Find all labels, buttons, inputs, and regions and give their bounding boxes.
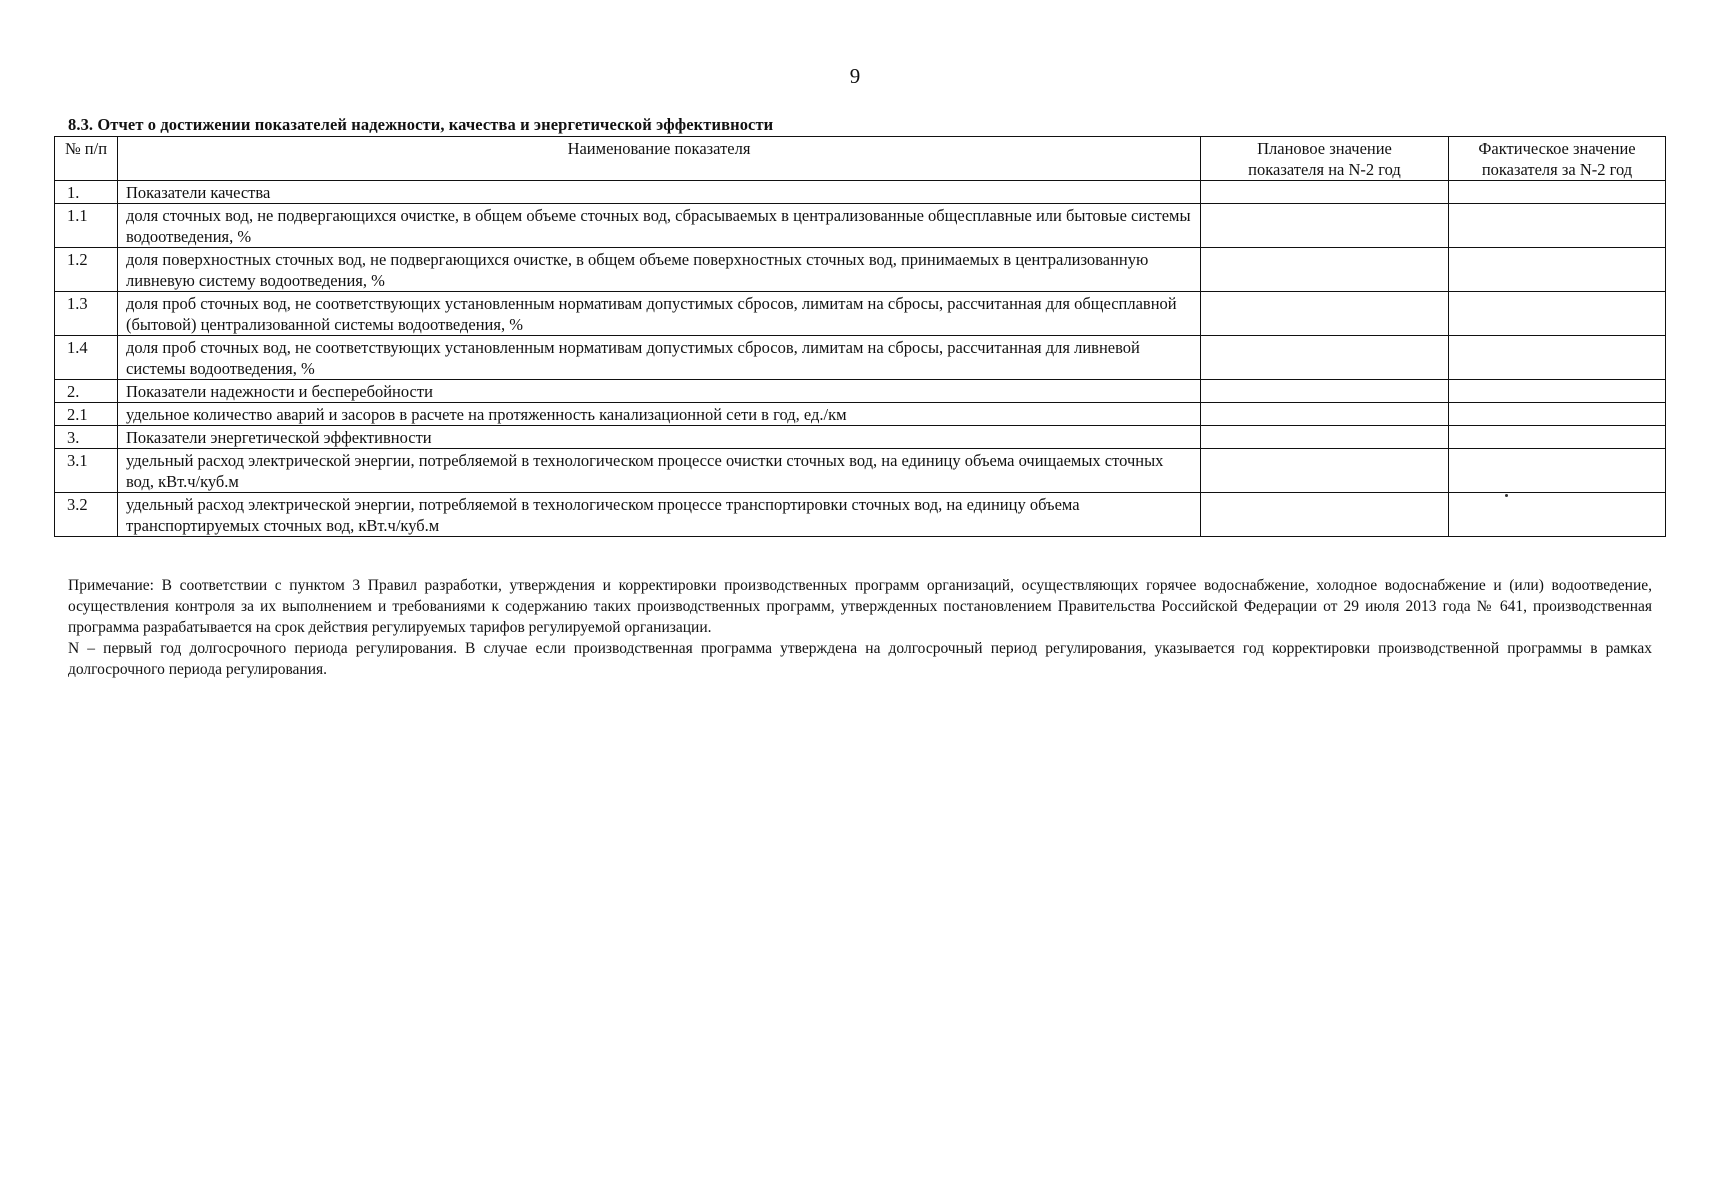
row-num: 1.1 <box>55 204 118 248</box>
table-row <box>55 403 1666 426</box>
row-fact <box>1449 336 1666 380</box>
note-paragraph: Примечание: В соответствии с пунктом 3 Правил разработки, утверждения и корректировки производственных программ организаций, осуществляющих горячее водоснабжение, холодное водоснабжение и (или) водоотведение, осуществления контроля за их выполнением и требованиями к содержанию таких производственных программ, утвержденных постановлением Правительства Российской Федерации от 29 июля 2013 года № 641, производственная программа разрабатывается на срок действия регулируемых тарифов регулируемой организации. <box>68 577 1652 636</box>
row-num: 2.1 <box>55 403 118 426</box>
row-plan <box>1201 248 1449 292</box>
row-plan <box>1201 493 1449 537</box>
table-row <box>55 380 1666 403</box>
table-row <box>55 336 1666 380</box>
row-num: 1.2 <box>55 248 118 292</box>
row-plan <box>1201 292 1449 336</box>
row-fact <box>1449 181 1666 204</box>
row-num: 1.4 <box>55 336 118 380</box>
row-fact <box>1449 292 1666 336</box>
row-fact <box>1449 449 1666 493</box>
table-row <box>55 426 1666 449</box>
row-num: 3. <box>55 426 118 449</box>
scan-dot-mark <box>1505 494 1508 497</box>
page-number: 9 <box>849 64 861 88</box>
row-name: Показатели надежности и бесперебойности <box>118 380 1201 403</box>
row-plan <box>1201 204 1449 248</box>
row-name: удельный расход электрической энергии, потребляемой в технологическом процессе очистки сточных вод, на единицу объема очищаемых сточных вод, кВт.ч/куб.м <box>118 449 1201 493</box>
row-name: Показатели качества <box>118 181 1201 204</box>
row-fact <box>1449 426 1666 449</box>
table-row <box>55 493 1666 537</box>
table-row <box>55 248 1666 292</box>
table-row <box>55 204 1666 248</box>
row-name: доля сточных вод, не подвергающихся очистке, в общем объеме сточных вод, сбрасываемых в централизованные общесплавные или бытовые системы водоотведения, % <box>118 204 1201 248</box>
row-plan <box>1201 336 1449 380</box>
row-num: 3.2 <box>55 493 118 537</box>
row-plan <box>1201 403 1449 426</box>
row-name: доля проб сточных вод, не соответствующих установленным нормативам допустимых сбросов, лимитам на сбросы, рассчитанная для общесплавной (бытовой) централизованной системы водоотведения, % <box>118 292 1201 336</box>
row-name: доля проб сточных вод, не соответствующих установленным нормативам допустимых сбросов, лимитам на сбросы, рассчитанная для ливневой системы водоотведения, % <box>118 336 1201 380</box>
note-paragraph: N – первый год долгосрочного периода регулирования. В случае если производственная программа утверждена на долгосрочный период регулирования, указывается год корректировки производственной программы в рамках долгосрочного периода регулирования. <box>68 640 1652 678</box>
header-name: Наименование показателя <box>118 137 1201 181</box>
header-num: № п/п <box>55 137 118 181</box>
table-row <box>55 181 1666 204</box>
row-num: 1. <box>55 181 118 204</box>
row-plan <box>1201 181 1449 204</box>
row-fact <box>1449 248 1666 292</box>
row-fact <box>1449 380 1666 403</box>
section-title: 8.3. Отчет о достижении показателей надежности, качества и энергетической эффективности <box>68 115 774 134</box>
row-num: 3.1 <box>55 449 118 493</box>
indicators-table <box>54 136 1666 537</box>
table-row <box>55 449 1666 493</box>
row-fact <box>1449 204 1666 248</box>
row-name: Показатели энергетической эффективности <box>118 426 1201 449</box>
row-plan <box>1201 426 1449 449</box>
notes-block <box>68 575 1652 680</box>
table-header-row <box>55 137 1666 181</box>
table-row <box>55 292 1666 336</box>
row-plan <box>1201 380 1449 403</box>
row-name: удельное количество аварий и засоров в расчете на протяженность канализационной сети в год, ед./км <box>118 403 1201 426</box>
row-num: 2. <box>55 380 118 403</box>
row-plan <box>1201 449 1449 493</box>
row-num: 1.3 <box>55 292 118 336</box>
row-name: удельный расход электрической энергии, потребляемой в технологическом процессе транспортировки сточных вод, на единицу объема транспортируемых сточных вод, кВт.ч/куб.м <box>118 493 1201 537</box>
row-fact <box>1449 403 1666 426</box>
header-fact: Фактическое значение показателя за N-2 год <box>1449 137 1666 181</box>
header-plan: Плановое значение показателя на N-2 год <box>1201 137 1449 181</box>
row-fact <box>1449 493 1666 537</box>
row-name: доля поверхностных сточных вод, не подвергающихся очистке, в общем объеме поверхностных сточных вод, принимаемых в централизованную ливневую систему водоотведения, % <box>118 248 1201 292</box>
